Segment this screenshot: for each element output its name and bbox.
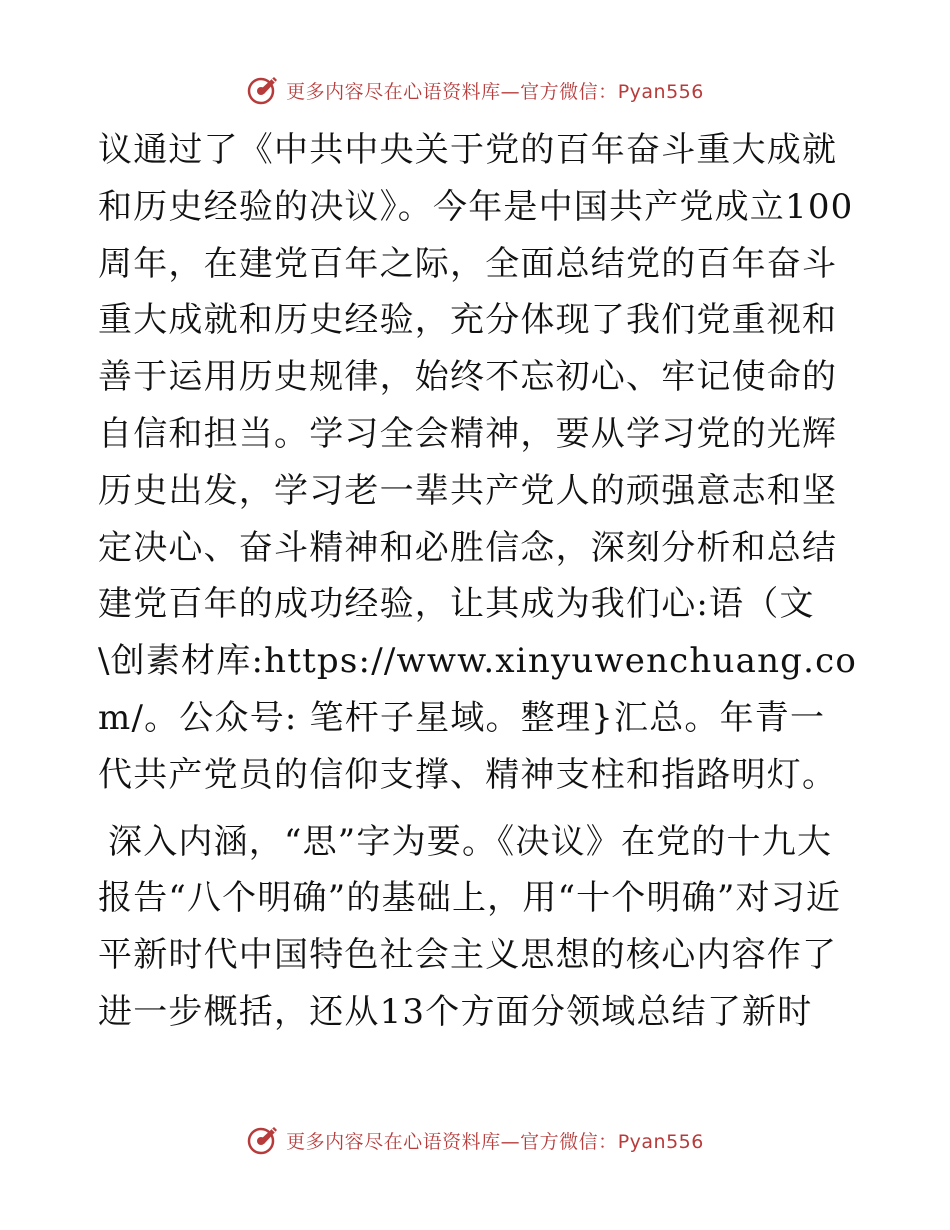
watermark-dash: — xyxy=(500,1130,521,1153)
watermark-text xyxy=(286,1127,704,1154)
watermark-wechat-id: Pyan556 xyxy=(617,1130,704,1153)
paragraph-1: 议通过了《中共中央关于党的百年奋斗重大成就和历史经验的决议》。今年是中国共产党成立100周年，在建党百年之际，全面总结党的百年奋斗重大成就和历史经验，充分体现了我们党重视和善于运用历史规律，始终不忘初心、牢记使命的自信和担当。学习全会精神，要从学习党的光辉历史出发，学习老一辈共产党人的顽强意志和坚定决心、奋斗精神和必胜信念，深刻分析和总结建党百年的成功经验，让其成为我们心:语（文\创素材库:https://www.xinyuwenchuang.com/。公众号: 笔杆子星域。整理}汇总。年青一代共产党员的信仰支撑、精神支柱和指路明灯。 xyxy=(98,130,858,795)
document-body xyxy=(98,122,858,1041)
pen-nib-logo-icon xyxy=(246,73,280,107)
paragraph-2: 深入内涵，“思”字为要。《决议》在党的十九大报告“八个明确”的基础上，用“十个明确”对习近平新时代中国特色社会主义思想的核心内容作了进一步概括，还从13个方面分领域总结了新时 xyxy=(98,821,842,1032)
footer-watermark xyxy=(0,1120,950,1160)
pen-nib-logo-icon xyxy=(246,1123,280,1157)
watermark-wechat-label: 官方微信： xyxy=(520,1130,618,1153)
watermark-wechat-label: 官方微信： xyxy=(520,80,618,103)
header-watermark xyxy=(0,70,950,110)
watermark-wechat-id: Pyan556 xyxy=(617,80,704,103)
watermark-text xyxy=(286,77,704,104)
watermark-main: 更多内容尽在心语资料库 xyxy=(286,80,501,103)
watermark-dash: — xyxy=(500,80,521,103)
watermark-main: 更多内容尽在心语资料库 xyxy=(286,1130,501,1153)
